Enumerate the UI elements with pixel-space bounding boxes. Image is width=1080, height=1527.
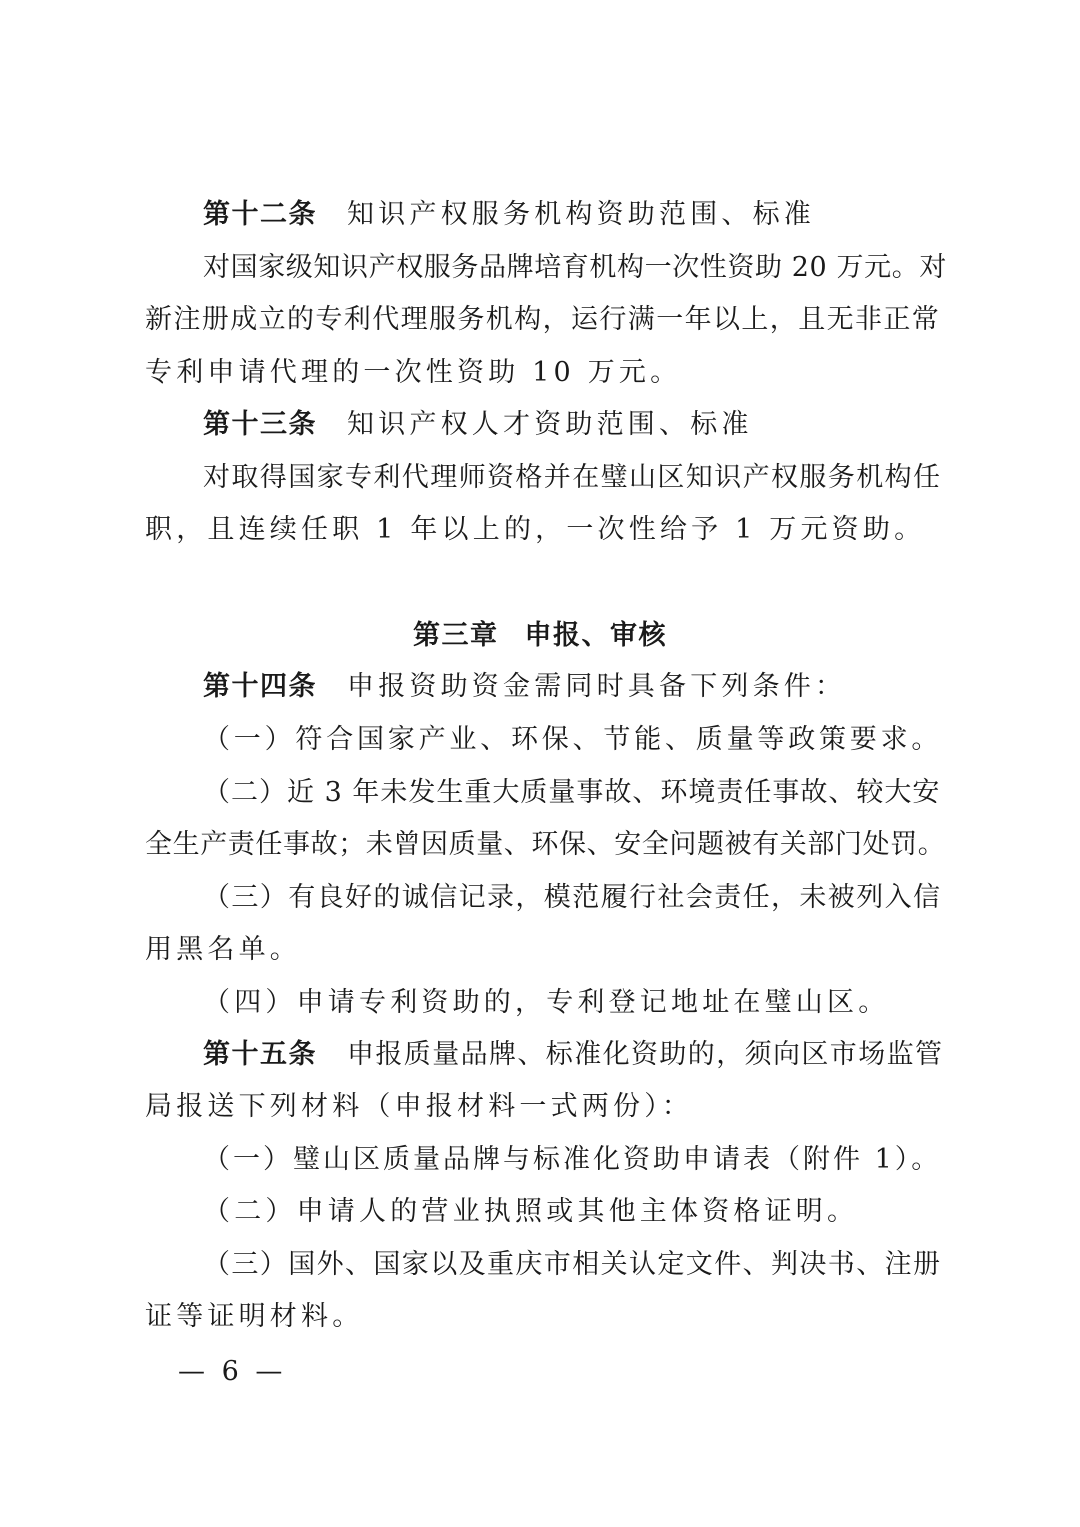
article-number: 第十二条 [203, 199, 317, 230]
article-heading [203, 667, 950, 707]
paragraph-continuation-line: 专利申请代理的一次性资助 10 万元。 [145, 357, 682, 388]
paragraph-continuation-line: 职，且连续任职 1 年以上的，一次性给予 1 万元资助。 [145, 514, 926, 545]
paragraph-first-line: 对国家级知识产权服务品牌培育机构一次性资助 20 万元。对 [203, 252, 947, 283]
paragraph-first-line: （三）国外、国家以及重庆市相关认定文件、判决书、注册 [203, 1249, 942, 1280]
paragraph-first-line: （二）近 3 年未发生重大质量事故、环境责任事故、较大安 [203, 777, 941, 808]
page-number: — 6 — [178, 1356, 287, 1387]
paragraph-first-line: （一）璧山区质量品牌与标准化资助申请表（附件 1）。 [203, 1144, 942, 1175]
article-number: 第十三条 [203, 409, 317, 440]
paragraph-continuation-line: 用黑名单。 [145, 934, 301, 965]
paragraph-first-line: 对取得国家专利代理师资格并在璧山区知识产权服务机构任 [203, 462, 942, 493]
article-heading [203, 195, 950, 235]
article-heading [203, 405, 950, 445]
article-title: 知识产权人才资助范围、标准 [347, 409, 753, 440]
paragraph-continuation-line: 证等证明材料。 [145, 1301, 364, 1332]
paragraph-first-line: （四）申请专利资助的，专利登记地址在璧山区。 [203, 987, 890, 1018]
paragraph-first-line: （三）有良好的诚信记录，模范履行社会责任，未被列入信 [203, 882, 942, 913]
chapter-heading [0, 616, 1080, 656]
article-number: 第十四条 [203, 671, 317, 702]
article-number: 第十五条 [203, 1039, 317, 1070]
paragraph-first-line: （一）符合国家产业、环保、节能、质量等政策要求。 [203, 724, 943, 755]
article-title: 申报资助资金需同时具备下列条件： [347, 671, 847, 702]
paragraph-continuation-line: 局报送下列材料（申报材料一式两份）： [145, 1091, 694, 1122]
chapter-number: 第三章 [413, 620, 499, 651]
paragraph-first-line: （二）申请人的营业执照或其他主体资格证明。 [203, 1196, 859, 1227]
article-title: 申报质量品牌、标准化资助的，须向区市场监管 [347, 1039, 944, 1070]
paragraph-continuation-line: 新注册成立的专利代理服务机构，运行满一年以上，且无非正常 [145, 304, 941, 335]
chapter-title: 申报、审核 [524, 620, 667, 651]
article-title: 知识产权服务机构资助范围、标准 [347, 199, 815, 230]
paragraph-continuation-line: 全生产责任事故；未曾因质量、环保、安全问题被有关部门处罚。 [145, 829, 946, 860]
article-heading [203, 1035, 950, 1075]
